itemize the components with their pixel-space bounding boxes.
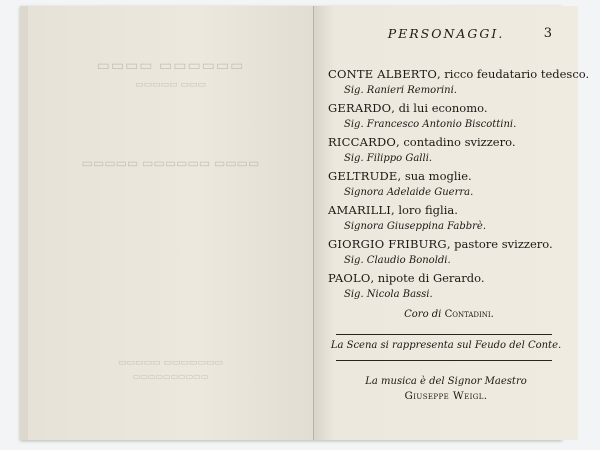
performer-name: Sig. Francesco Antonio Biscottini.: [344, 119, 517, 130]
divider-bottom: [336, 360, 552, 361]
character-line: [328, 100, 570, 117]
character-name: AMARILLI: [328, 203, 392, 217]
character-line: [328, 202, 570, 219]
scene-note: La Scena si rappresenta sul Feudo del Conte.: [330, 340, 562, 351]
cast-entry: [328, 236, 570, 269]
character-name: GIORGIO FRIBURG: [328, 237, 447, 251]
cast-entry: [328, 168, 570, 201]
character-name: RICCARDO: [328, 135, 397, 149]
open-book: [20, 6, 590, 440]
character-description: , di lui economo.: [391, 101, 488, 115]
composer-name: Giuseppe Weigl.: [404, 390, 488, 402]
bleed-through-text: ▭▭▭▭▭▭▭▭▭▭: [132, 372, 209, 381]
bleed-through-text: ▭▭▭▭▭ ▭▭▭▭▭▭ ▭▭▭▭: [81, 156, 260, 170]
performer-name: Sig. Claudio Bonoldi.: [344, 255, 451, 266]
cast-entry: [328, 134, 570, 167]
character-description: , contadino svizzero.: [396, 135, 516, 149]
character-description: , loro figlia.: [391, 203, 458, 217]
performer-name: Sig. Filippo Galli.: [344, 153, 433, 164]
character-description: , nipote di Gerardo.: [370, 271, 485, 285]
page-number: 3: [543, 26, 552, 41]
performer-name: Sig. Nicola Bassi.: [344, 289, 433, 300]
character-name: PAOLO: [328, 271, 371, 285]
divider-top: [336, 334, 552, 335]
character-description: , sua moglie.: [397, 169, 472, 183]
performer-name: Signora Giuseppina Fabbrè.: [344, 221, 486, 232]
page-title: PERSONAGGI.: [387, 26, 505, 41]
music-line: La musica è del Signor Maestro: [365, 376, 527, 387]
bleed-through-title: ▭▭▭▭ ▭▭▭▭▭▭: [96, 58, 245, 74]
cast-entry: [328, 100, 570, 133]
bleed-through-text: ▭▭▭▭▭ ▭▭▭: [135, 80, 206, 90]
music-credit: [314, 374, 578, 404]
left-page: [28, 6, 314, 440]
chorus-line: [328, 309, 570, 320]
character-line: [328, 168, 570, 185]
chorus-name: Contadini.: [444, 309, 494, 320]
right-page: [314, 6, 590, 440]
cast-entry: [328, 270, 570, 303]
character-name: CONTE ALBERTO: [328, 67, 437, 81]
character-name: GERARDO: [328, 101, 392, 115]
character-line: [328, 270, 570, 287]
page-header: [314, 26, 578, 46]
character-line: [328, 134, 570, 151]
performer-name: Signora Adelaide Guerra.: [344, 187, 474, 198]
character-name: GELTRUDE: [328, 169, 398, 183]
performer-name: Sig. Ranieri Remorini.: [344, 85, 457, 96]
cast-list: [328, 66, 590, 320]
cast-entry: [328, 202, 570, 235]
character-line: [328, 236, 570, 253]
character-description: , ricco feudatario tedesco.: [436, 67, 590, 81]
bleed-through-text: ▭▭▭▭▭ ▭▭▭▭▭▭▭: [118, 358, 223, 368]
character-description: , pastore svizzero.: [446, 237, 553, 251]
chorus-prefix: Coro di: [404, 309, 445, 320]
character-line: [328, 66, 590, 83]
cast-entry: [328, 66, 590, 99]
